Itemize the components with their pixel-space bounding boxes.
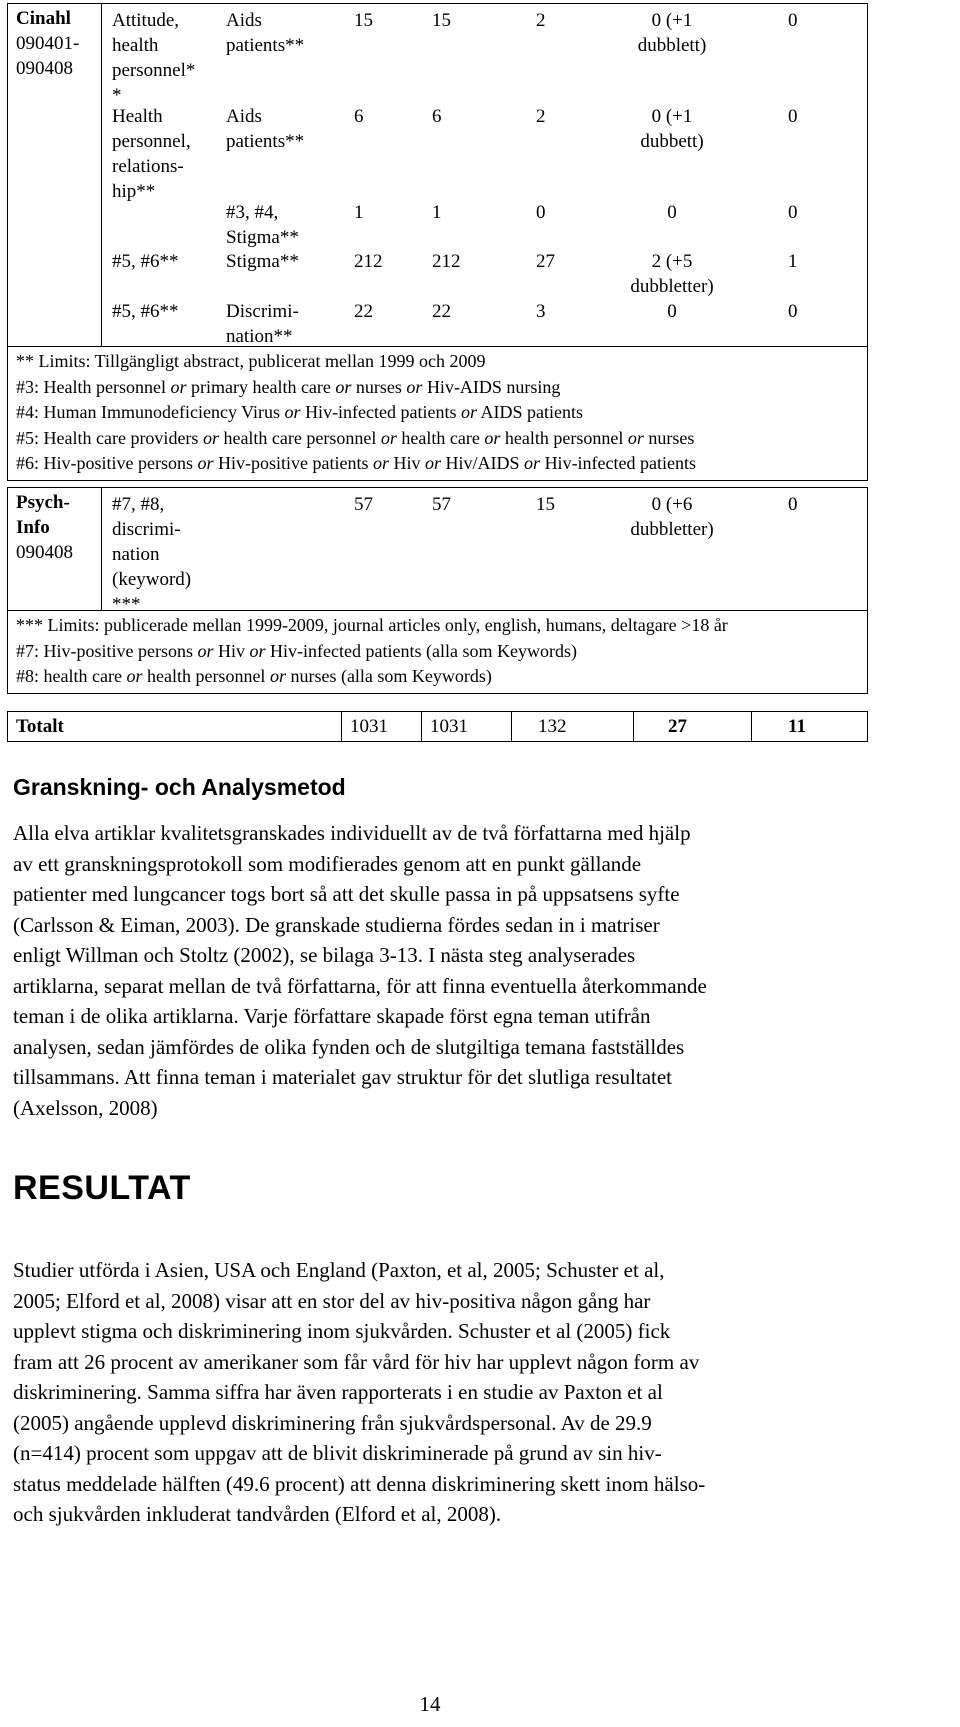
search-term: Health personnel, relations- hip** (112, 106, 191, 202)
included-count: 0 (788, 202, 798, 223)
text-line: analysen, sedan jämfördes de olika fynden och de slutgiltiga temana fastställdes (13, 1034, 685, 1059)
hits-count: 22 (354, 301, 373, 322)
database-cell (8, 4, 102, 347)
total-table (7, 711, 868, 742)
text-line: patienter med lungcancer togs bort så att det skulle passa in på uppsatsens syfte (13, 882, 680, 906)
hits-count: 15 (354, 10, 373, 31)
database-name: Info (16, 517, 50, 538)
abstract-count: 0 (536, 202, 546, 223)
search-term: #5, #6** (112, 251, 179, 272)
text-line: (Carlsson & Eiman, 2003). De granskade studierna fördes sedan in i matriser (13, 912, 660, 937)
search-date: 090408 (16, 58, 73, 79)
limits-note: #3: Health personnel or primary health care or nurses or Hiv-AIDS nursing (16, 376, 561, 397)
hits-count: 212 (354, 251, 383, 272)
selected-count: 0 (+1 dubbett) (640, 106, 704, 152)
text-line: och sjukvården inkluderat tandvården (Elford et al, 2008). (13, 1502, 502, 1526)
selected-count: 2 (+5 dubbletter) (630, 251, 714, 297)
search-term-block: Aids patients** (226, 10, 305, 56)
reviewed-count: 15 (432, 10, 451, 31)
abstract-count: 2 (536, 10, 546, 31)
search-rows-cell (102, 488, 868, 615)
abstract-count: 27 (536, 251, 555, 272)
limits-note: ** Limits: Tillgängligt abstract, publicerat mellan 1999 och 2009 (16, 351, 486, 371)
included-count: 0 (788, 106, 798, 127)
reviewed-count: 6 (432, 106, 442, 127)
search-term: Attitude, health personnel* * (112, 10, 196, 106)
text-line: status meddelade hälften (49.6 procent) att denna diskriminering skett inom hälso- (13, 1471, 706, 1496)
limits-note: #8: health care or health personnel or nurses (alla som Keywords) (16, 666, 492, 686)
result-paragraph (13, 1255, 953, 1530)
search-date: 090401- (16, 33, 80, 54)
search-term-block: Discrimi- nation** (226, 301, 299, 347)
limits-note: #7: Hiv-positive persons or Hiv or Hiv-infected patients (alla som Keywords) (16, 640, 577, 661)
hits-count: 1 (354, 202, 364, 223)
text-line: Studier utförda i Asien, USA och England (Paxton, et al, 2005; Schuster et al, (13, 1258, 665, 1282)
selected-count: 0 (667, 202, 677, 223)
text-line: Alla elva artiklar kvalitetsgranskades individuellt av de två författarna med hjälp (13, 821, 691, 845)
included-count: 0 (788, 301, 798, 322)
abstract-count: 3 (536, 301, 546, 322)
cinahl-search-table (7, 3, 868, 481)
text-line: artiklarna, separat mellan de två författarna, för att finna eventuella återkommande (13, 973, 707, 998)
limits-note: #4: Human Immunodeficiency Virus or Hiv-infected patients or AIDS patients (16, 402, 584, 422)
reviewed-count: 57 (432, 494, 451, 515)
limits-note: #5: Health care providers or health care personnel or health care or health personnel or nurses (16, 427, 695, 448)
text-line: enligt Willman och Stoltz (2002), se bilaga 3-13. I nästa steg analyserades (13, 943, 636, 967)
hits-count: 57 (354, 494, 373, 515)
reviewed-count: 212 (432, 251, 461, 272)
abstract-count: 2 (536, 106, 546, 127)
reviewed-count: 22 (432, 301, 451, 322)
total-included: 11 (752, 712, 868, 742)
search-rows-cell (102, 4, 868, 347)
search-date: 090408 (16, 542, 73, 563)
text-line: diskriminering. Samma siffra har även rapporterats i en studie av Paxton et al (13, 1380, 663, 1404)
search-term-block: Stigma** (226, 251, 299, 272)
limits-note: #6: Hiv-positive persons or Hiv-positive patients or Hiv or Hiv/AIDS or Hiv-infected patients (16, 453, 697, 473)
selected-count: 0 (+1 dubblett) (637, 10, 707, 56)
text-line: fram att 26 procent av amerikaner som får vård för hiv har upplevt någon form av (13, 1349, 700, 1374)
database-name: Cinahl (16, 8, 71, 29)
method-paragraph (13, 818, 953, 1123)
text-line: av ett granskningsprotokoll som modifierades genom att en punkt gällande (13, 851, 642, 876)
total-reviewed: 1031 (422, 712, 512, 742)
total-hits: 1031 (342, 712, 422, 742)
text-line: (n=414) procent som uppgav att de blivit diskriminerade på grund av sin hiv- (13, 1441, 662, 1465)
result-heading: RESULTAT (13, 1169, 191, 1207)
included-count: 1 (788, 251, 798, 272)
psychinfo-search-table (7, 487, 868, 694)
limits-note: *** Limits: publicerade mellan 1999-2009, journal articles only, english, humans, deltagare >18 år (16, 615, 728, 635)
text-line: upplevt stigma och diskriminering inom sjukvården. Schuster et al (2005) fick (13, 1319, 671, 1343)
total-selected: 27 (634, 712, 752, 742)
text-line: (2005) angående upplevd diskriminering från sjukvårdspersonal. Av de 29.9 (13, 1410, 652, 1435)
search-term: #5, #6** (112, 301, 179, 322)
text-line: tillsammans. Att finna teman i materialet gav struktur för det slutliga resultatet (13, 1065, 672, 1089)
hits-count: 6 (354, 106, 364, 127)
text-line: (Axelsson, 2008) (13, 1095, 158, 1120)
abstract-count: 15 (536, 494, 555, 515)
limits-cell (8, 611, 868, 694)
database-cell (8, 488, 102, 611)
search-term-block: #3, #4, Stigma** (226, 202, 299, 248)
reviewed-count: 1 (432, 202, 442, 223)
method-heading: Granskning- och Analysmetod (13, 774, 346, 800)
total-abstracts: 132 (512, 712, 634, 742)
included-count: 0 (788, 10, 798, 31)
database-name: Psych- (16, 492, 70, 513)
limits-cell (8, 347, 868, 481)
search-term-block: Aids patients** (226, 106, 305, 152)
total-label: Totalt (8, 712, 342, 742)
text-line: teman i de olika artiklarna. Varje författare skapade först egna teman utifrån (13, 1004, 651, 1028)
page-number: 14 (419, 1692, 441, 1716)
included-count: 0 (788, 494, 798, 515)
selected-count: 0 (+6 dubbletter) (630, 494, 714, 540)
search-term: #7, #8, discrimi- nation (keyword) *** (112, 494, 192, 615)
selected-count: 0 (667, 301, 677, 322)
text-line: 2005; Elford et al, 2008) visar att en stor del av hiv-positiva någon gång har (13, 1288, 651, 1313)
